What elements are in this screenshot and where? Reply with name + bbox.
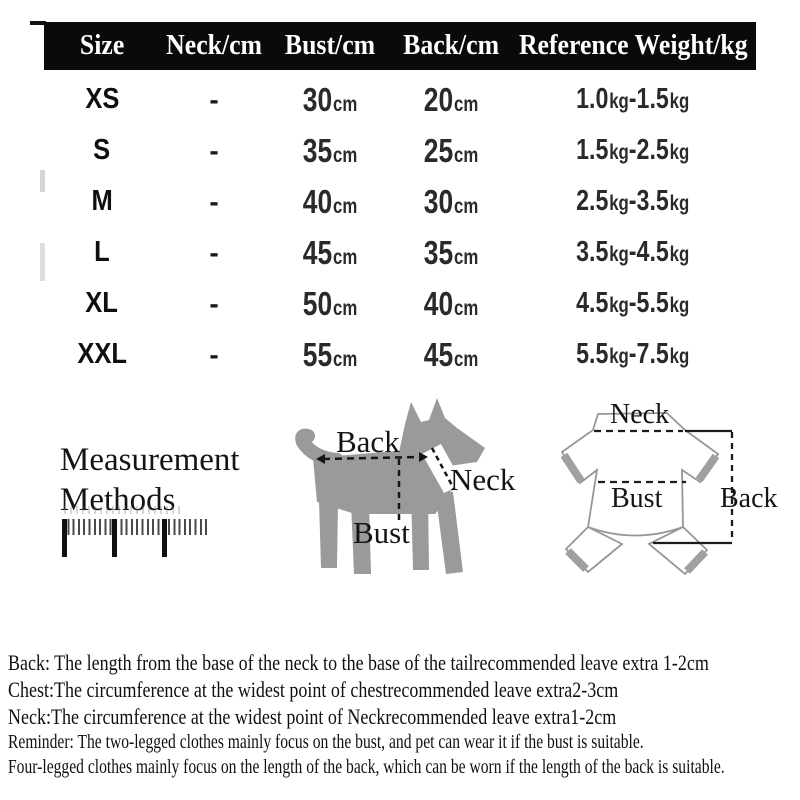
garment-back-label: Back — [720, 483, 778, 514]
neck-value: - — [209, 185, 219, 217]
weight-value: 3.5kg-4.5kg — [576, 236, 690, 268]
size-value: XS — [84, 83, 120, 115]
note-reminder-text: Reminder: The two-legged clothes mainly focus on the bust, and pet can wear it if the bust is suitable. — [8, 732, 644, 753]
back-value: 25cm — [423, 131, 479, 169]
weight-value: 1.5kg-2.5kg — [576, 134, 690, 166]
note-chest — [8, 677, 771, 703]
garment-bust-label: Bust — [611, 483, 663, 514]
dog-back-label: Back — [336, 424, 400, 459]
table-row — [44, 227, 756, 278]
column-header-weight: Reference Weight/kg — [518, 30, 748, 61]
neck-value: - — [209, 134, 219, 166]
ruler-major-tick — [62, 519, 67, 557]
back-value: 45cm — [423, 335, 479, 373]
size-value: S — [93, 134, 111, 166]
table-row — [44, 176, 756, 227]
note-neck — [8, 704, 768, 730]
note-neck-text: Neck:The circumference at the widest point of Neckrecommended leave extra1-2cm — [8, 704, 617, 729]
neck-value: - — [209, 83, 219, 115]
ruler-small-ticks — [62, 519, 210, 535]
table-row — [44, 74, 756, 125]
note-reminder — [8, 732, 800, 754]
ruler-icon — [62, 519, 212, 559]
dog-front-leg — [411, 492, 429, 570]
bust-value: 55cm — [302, 335, 358, 373]
table-row — [44, 125, 756, 176]
column-header-back: Back/cm — [403, 30, 499, 61]
neck-value: - — [209, 287, 219, 319]
bust-value: 40cm — [302, 182, 358, 220]
size-value: L — [94, 236, 110, 268]
dog-front-leg — [435, 490, 463, 574]
weight-value: 4.5kg-5.5kg — [576, 287, 690, 319]
column-header-size: Size — [79, 30, 125, 61]
neck-value: - — [209, 236, 219, 268]
neck-value: - — [209, 338, 219, 370]
note-chest-text: Chest:The circumference at the widest point of chestrecommended leave extra2-3cm — [8, 677, 619, 702]
table-row — [44, 329, 756, 380]
back-value: 40cm — [423, 284, 479, 322]
dog-rear-leg — [319, 500, 338, 568]
ruler-ghost-artifact — [64, 506, 182, 514]
measurement-methods-line1: Measurement — [60, 442, 240, 478]
bust-value: 50cm — [302, 284, 358, 322]
dog-neck-label: Neck — [450, 462, 516, 497]
size-value: XXL — [77, 338, 127, 370]
note-reminder2 — [8, 757, 800, 779]
ruler-major-tick — [162, 519, 167, 557]
note-back-text: Back: The length from the base of the neck to the base of the tailrecommended leave extra 1-2cm — [8, 650, 709, 675]
size-value: XL — [85, 287, 119, 319]
bust-value: 30cm — [302, 80, 358, 118]
note-reminder2-text: Four-legged clothes mainly focus on the length of the back, which can be worn if the length of the back is suitable. — [8, 757, 725, 778]
column-header-bust: Bust/cm — [284, 30, 376, 61]
column-header-neck: Neck/cm — [166, 30, 262, 61]
dog-tail — [302, 436, 337, 460]
garment-neck-label: Neck — [610, 399, 670, 430]
weight-value: 2.5kg-3.5kg — [576, 185, 690, 217]
weight-value: 5.5kg-7.5kg — [576, 338, 690, 370]
dog-bust-label: Bust — [353, 515, 410, 550]
size-value: M — [91, 185, 113, 217]
back-value: 35cm — [423, 233, 479, 271]
bust-value: 35cm — [302, 131, 358, 169]
size-chart-header-row — [44, 22, 756, 70]
weight-value: 1.0kg-1.5kg — [576, 83, 690, 115]
back-value: 30cm — [423, 182, 479, 220]
back-value: 20cm — [423, 80, 479, 118]
measurement-methods-line2: Methods — [60, 482, 176, 518]
note-back — [8, 650, 800, 676]
table-row — [44, 278, 756, 329]
ruler-major-tick — [112, 519, 117, 557]
bust-value: 45cm — [302, 233, 358, 271]
